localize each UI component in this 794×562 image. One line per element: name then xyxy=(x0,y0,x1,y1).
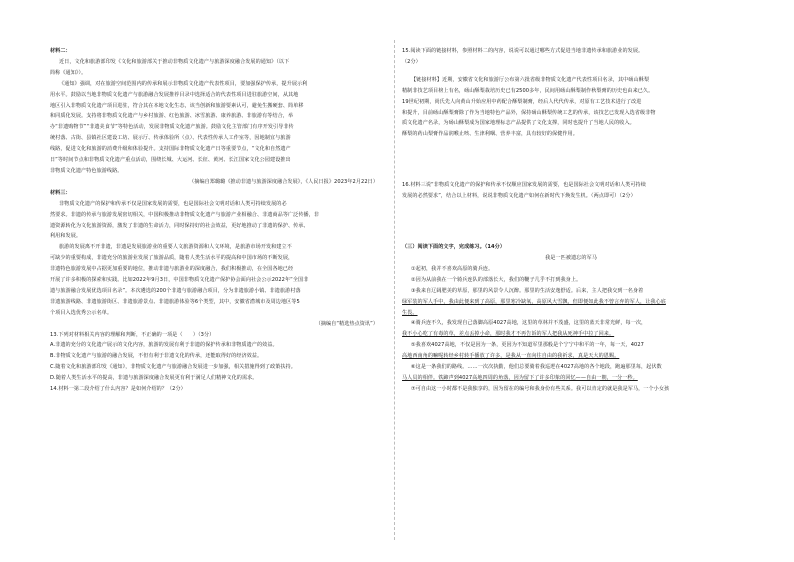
text-line: 地区引入非物质文化遗产项目进驻，符合其在本地文化生态，该当创新和旅游要素认可，避免生搬硬套、简单移 xyxy=(50,102,304,109)
text-line: 简称《通知》）。 xyxy=(50,69,87,76)
text-line: 统村落、古街、县镇社区建设工坊、展示厅、传承体验所（点）、代表性传承人工作室等，因地制宜与旅游 xyxy=(50,135,291,142)
story-paragraph-underlined: 高地西南角的嘛呢转经乡村转手播放了许多，是我从一直向往自由的我祈求，真是天大的恩赐。 xyxy=(402,353,620,360)
link-material: 酥梨的药山梨膏作品润喉止咳、生津利咽、营养丰富，具有较好的保健作用。 xyxy=(402,131,578,138)
option-d: D.随着人类生活水平的提高，非遗与旅游深度融合发展更有利于满足人们精神文化的需求。 xyxy=(50,375,258,382)
text-line: 然要求。非遗的传承与旅游发展密切相关，中国积极推动非物质文化遗产与旅游产业相融合、非遗商品等广泛传播，非 xyxy=(50,211,320,218)
story-paragraph-underlined: 我不小心吃了有毒的草，差点丢掉小命，那时我才不再告诉的军人把我从死神手中拉了回来。 xyxy=(402,331,615,338)
story-paragraph: ②因为从前我在一个骑兵连队的部落长大，我们的鞭子几乎不打到我身上。 xyxy=(411,276,582,283)
link-material: 19世纪初期，尚氏先人向黄山升始应用中药配合酥梨制膏，经后人代代传承，对原有工艺技术进行了改进 xyxy=(402,98,642,105)
question-16: 16.材料三说“非物质文化遗产的保护和传承不仅顺应国家发展的需要，也是国际社会文明对话和人类可持续 xyxy=(402,182,646,189)
text-line: 近日，文化和旅游部印发《文化和旅游部关于推动非物质文化遗产与旅游深度融合发展的通知》（以下 xyxy=(59,58,290,65)
right-column xyxy=(402,46,740,395)
story-paragraph: ⑤我喜欢4027高地，不仅是因为一条，更因为不知道军里那般是个宁宁中和平的一年，每一天，4027 xyxy=(411,342,644,349)
text-line: 非物质文化遗产的保护和传承不仅是国家发展的需要，也是国际社会文明对话和人类可持续发展的必 xyxy=(59,200,287,207)
link-material: 质文化遗产名录，为砀山酥梨成为国家地理标志产品提供了文化支撑，同时也提升了当地人民的收入。 xyxy=(402,120,635,127)
text-line: 非遗旅游线路、非遗旅游街区、非遗旅游景点、非遗旅游体验等6个类型，其中，安徽省潜城市及周边地区等5 xyxy=(50,298,300,305)
link-material: 和提升，目前砀山酥梨膏除了作为当地特色产品外，保持砀山酥梨传统工艺的传承，该技艺已发现入选省级非物 xyxy=(402,109,656,116)
story-paragraph: ①起初，我并不喜欢高原的骑兵连。 xyxy=(411,265,494,272)
source-citation: （摘编自“精选热点资讯”） xyxy=(315,320,378,327)
text-line: 旅游的发展离不开非遗，非遗是发展旅游业的重要人文旅游资源和人文环境，是旅游市场开发和建立不 xyxy=(59,244,292,251)
text-line: 个项目入选优秀公示名单。 xyxy=(50,309,113,316)
option-c: C.随着文化和旅游部印发《通知》，非物质文化遗产与旅游融合发展进一步加强，相关措施得到了政策扶持。 xyxy=(50,364,296,371)
question-14: 14.材料一第二段介绍了什么内容？是如何介绍的？（2分） xyxy=(50,386,186,393)
story-paragraph-underlined: 马人员的相伴。铁蹄声到4027高地四周的角落，因为留下了许多印象的回忆——自由一朝，一分一秒。 xyxy=(402,374,638,381)
text-line: 《通知》强调，对在旅游空间范围内的传承和展示非物质文化遗产代表性项目，要加强保护传承，提升展示利 xyxy=(59,80,308,87)
text-line: 用水平。鼓励以当地非物质文化遗产与旅游融合发展推荐目录中选择适合的代表性项目进驻旅游空间，从其地 xyxy=(50,91,299,98)
text-line: 可缺少的重要构成，非遗充分的旅游业发展了旅游品质，随着人类生活水平的提高和中国市场的不断发展， xyxy=(50,255,294,262)
column-divider xyxy=(394,40,395,540)
story-paragraph: ④骑兵连不久，我发现自己落脚高原4027高地，这里的草林并不茂盛，这里的蓝天非常光鲜，每一次， xyxy=(411,320,647,327)
question-16: 发展的必然要求”，结合以上材料，说说非物质文化遗产如何在新时代下焕发生机。（两点即可）（2分） xyxy=(402,193,636,200)
story-paragraph-underlined: 绿军装的军人手中，我由此便来到了高原，那里寒冷缺氧，高原风大雪飘，但即便如此我不曾言弃的军人，让我心底 xyxy=(402,298,666,305)
option-b: B.非物质文化遗产与旅游的融合发展，不但有利于非遗文化的传承，还能取得好的经济效益。 xyxy=(50,353,263,360)
story-paragraph-underlined: 生畏。 xyxy=(402,309,418,316)
text-line: 线路，促进文化和旅游的消费升级和体验提升。支持国际非物质文化遗产日等重要节点，“文化和自然遗产 xyxy=(50,146,291,153)
link-material: 精制非技艺项目榜上有名，砀山酥梨栽培历史已有2500多年，民间用砀山酥梨制作秋梨膏的历史也由来已久。 xyxy=(402,87,654,94)
story-paragraph: ⑥这是一条我们的路线。……一次次执勤，他们总要骑着我巡逻在4027高地的各个地段，跑遍那里每，起伏数 xyxy=(411,364,662,371)
question-15: 15.阅读下面的链接材料，参照材料二的内容，说说可以通过哪些方式促进当地非遗传承和旅游业的发展。 xyxy=(402,48,644,54)
question-13: 13.下列对材料相关内容的理解和判断，不正确的一项是（ ）（3分） xyxy=(50,331,215,338)
text-line: 遗资源转化为文化旅游资源，激发了非遗的生命活力，同时保持好的社会效益，更好地推动了非遗的保护、传承、 xyxy=(50,222,309,229)
text-line: 遗与旅游融合发展优选项目名录”。本次遴选的200个非遗与旅游融合项目，分为非遗旅游小镇、非遗旅游村落 xyxy=(50,287,301,294)
story-paragraph: ⑦可自由这一小时都不是我独享的，因为留在的编号和我身份有些关系。我可以肯定的就是我是军马，一个小女孩 xyxy=(411,385,670,392)
left-column xyxy=(50,46,388,395)
text-line: 利用和发展。 xyxy=(50,233,82,240)
text-line: 日”等时间节点和非物质文化遗产重点活动，围绕长城、大运河、长征、黄河、长江国家文化公园建设推出 xyxy=(50,157,291,164)
section-heading: （三）阅读下面的文字，完成练习。（14分） xyxy=(402,244,506,251)
question-15-points: （2分） xyxy=(402,58,421,65)
story-paragraph: ③我来自辽阔肥美的草原，那里的风景令人沉醉。那里的生活安逸舒适。后来，主人把我交到一名身着 xyxy=(411,287,644,294)
material-three-heading: 材料三： xyxy=(50,189,71,196)
source-citation: （摘编自郑璐璐《推动非遗与旅游深度融合发展》，《人民日报》2023年2月22日） xyxy=(189,178,378,185)
text-line: 非物质文化遗产特色旅游线路。 xyxy=(50,167,123,174)
text-line: 非遗特色旅游发展中占据更加重要的地位，推动非遗与旅游业的深度融合，我们积极推动，在全国各地已经 xyxy=(50,266,294,273)
link-material: 【链接材料】近期，安徽省文化和旅游厅公布第六批省级非物质文化遗产代表性项目名录，其中砀山酥梨 xyxy=(411,76,649,83)
material-two-heading: 材料二： xyxy=(50,48,71,54)
text-line: 办“非遗购物节”“非遗美食节”等特色活动，发展非物质文化遗产旅游。鼓励文化主管部门有序开发引导非传 xyxy=(50,124,294,131)
text-line: 和同质化发展。支持将非物质文化遗产与乡村旅游、红色旅游、冰雪旅游、康养旅游、非旅游有等结合，举 xyxy=(50,113,294,120)
story-title: 我是一匹被遗忘的军马 xyxy=(545,254,597,261)
option-a: A.非遗的充分的文化遗产展示的文化内容，旅游的发展有利于非遗的保护传承和非物质遗产的效益。 xyxy=(50,342,278,349)
text-line: 开展了许多积极的探索和实践。比如2022年9月3日，中国非物质文化遗产保护协会面向社会公示2022年“全国非 xyxy=(50,277,309,284)
